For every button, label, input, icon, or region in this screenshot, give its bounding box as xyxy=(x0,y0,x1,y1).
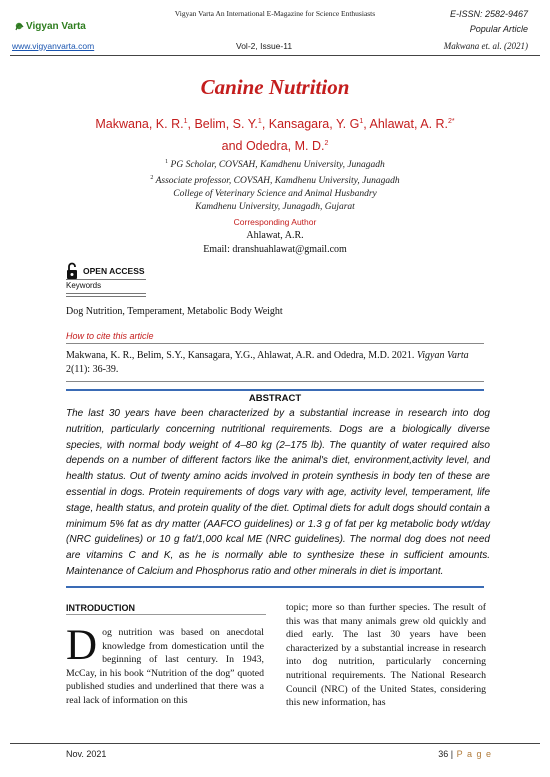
corresponding-label: Corresponding Author xyxy=(233,217,317,227)
intro-left-text: og nutrition was based on anecdotal knowledge from domestication until the beginning of last century. In 1943, McCay, in his book “Nutrition of the dog” quoted published studies and underlined that there was a real lack of information on this xyxy=(66,627,264,706)
affiliation-line xyxy=(0,172,550,188)
intro-right-column: topic; more so than further species. The result of this was that many animals grew old quickly and died early. The last 30 years have been characterized by a substantial increase in research into dog nutrition, particularly concerning nutritional requirements. The National Research Council (NRC) of the United States, considering this new information, has xyxy=(286,602,486,709)
author-name: , Belim, S. Y. xyxy=(187,117,258,132)
author-line-1 xyxy=(30,112,520,134)
author-sup: 2 xyxy=(324,140,329,148)
affiliation-line xyxy=(0,188,550,201)
affiliation-line xyxy=(0,156,550,172)
affiliation-sup: 2 xyxy=(150,175,154,182)
citation-authors: Makwana, K. R., Belim, S.Y., Kansagara, Y.G., Ahlawat, A.R. and Odedra, M.D. 2021. xyxy=(66,350,417,361)
author-sup: 1 xyxy=(359,118,364,125)
introduction-divider xyxy=(66,614,266,615)
citation-journal: Vigyan Varta xyxy=(416,350,469,361)
affiliations xyxy=(0,156,550,214)
page-number: 36 | xyxy=(438,749,454,759)
volume-issue: Vol-2, Issue-11 xyxy=(236,41,293,51)
citation xyxy=(66,349,484,377)
open-lock-icon xyxy=(66,262,78,280)
article-type: Popular Article xyxy=(469,24,528,34)
short-authors: Makwana et. al. (2021) xyxy=(443,41,528,51)
cite-heading: How to cite this article xyxy=(66,331,154,341)
author-sup: 2* xyxy=(448,118,455,125)
website-link[interactable]: www.vigyanvarta.com xyxy=(12,41,95,51)
keywords-text: Dog Nutrition, Temperament, Metabolic Body Weight xyxy=(66,306,283,317)
footer-page xyxy=(438,749,492,759)
corresponding-name: Ahlawat, A.R. xyxy=(246,230,304,241)
logo-text: Vigyan Varta xyxy=(26,21,86,32)
author-sup: 1 xyxy=(183,118,188,125)
intro-left-column xyxy=(66,622,264,708)
author-list xyxy=(30,112,520,156)
author-name: and Odedra, M. D. xyxy=(221,139,325,154)
corresponding-email[interactable]: Email: dranshuahlawat@gmail.com xyxy=(203,244,347,255)
abstract-heading: ABSTRACT xyxy=(248,393,302,404)
open-access-badge xyxy=(66,262,266,280)
affiliation-sup: 1 xyxy=(165,159,169,165)
abstract-top-rule xyxy=(66,389,484,391)
abstract-bottom-rule xyxy=(66,586,484,588)
citation-volume: 2(11): 36-39. xyxy=(66,364,119,375)
cite-divider xyxy=(66,381,484,382)
keywords-divider xyxy=(66,279,146,280)
issn-label: E-ISSN: 2582-9467 xyxy=(449,9,528,19)
author-name: , Kansagara, Y. G xyxy=(261,117,360,132)
affiliation-text: Kamdhenu University, Junagadh, Gujarat xyxy=(195,202,355,213)
keywords-label: Keywords xyxy=(66,281,102,290)
footer-divider xyxy=(10,743,540,744)
drop-cap: D xyxy=(66,622,98,669)
author-name: , Ahlawat, A. R. xyxy=(363,117,449,132)
keywords-divider xyxy=(66,296,146,297)
author-line-2 xyxy=(30,134,520,156)
page-word: P a g e xyxy=(453,749,492,759)
affiliation-text: Associate professor, COVSAH, Kamdhenu University, Junagadh xyxy=(153,176,400,187)
open-access-label: OPEN ACCESS xyxy=(83,266,145,276)
affiliation-text: College of Veterinary Science and Animal Husbandry xyxy=(173,189,377,200)
affiliation-line xyxy=(0,201,550,214)
keywords-divider xyxy=(66,293,146,294)
magazine-tagline: Vigyan Varta An International E-Magazine for Science Enthusiasts xyxy=(174,9,376,18)
footer-date: Nov. 2021 xyxy=(66,749,107,759)
cite-divider xyxy=(66,343,484,344)
author-name: Makwana, K. R. xyxy=(95,117,184,132)
header-divider xyxy=(10,55,540,56)
author-sup: 1 xyxy=(257,118,262,125)
vigyan-varta-logo xyxy=(14,18,104,36)
abstract-text: The last 30 years have been characterized by a substantial increase in research into dog nutrition, particularly concerning nutritional requirements. Dogs are a biologically diverse species, with normal body weight of 4–80 kg (2–175 lb). The quantity of water required also depends on a number of different factors like the animal's diet, environment,activity level, and health status. Out of twenty amino acids involved in protein synthesis in body ten of these are essential in dogs. Protein requirements of dogs vary with age, activity level, temperament, life stage, health status, and protein quality of the diet. Optimal diets for adult dogs should contain a minimum 5% fat as dry matter (AAFCO guidelines) or 1.3 g of fat per kg metabolic body wt/day (NRC guidelines) or 10 g fat/1,000 kcal ME (NRC guidelines). The normal dog does not need are vitamins C and K, as he is normally able to synthesize these in sufficient amounts. Maintenance of Calcium and Phosphorus ratio and other minerals in diet is important. xyxy=(66,408,490,577)
introduction-heading: INTRODUCTION xyxy=(66,603,135,613)
affiliation-text: PG Scholar, COVSAH, Kamdhenu University, Junagadh xyxy=(168,160,385,171)
article-title: Canine Nutrition xyxy=(200,75,350,99)
